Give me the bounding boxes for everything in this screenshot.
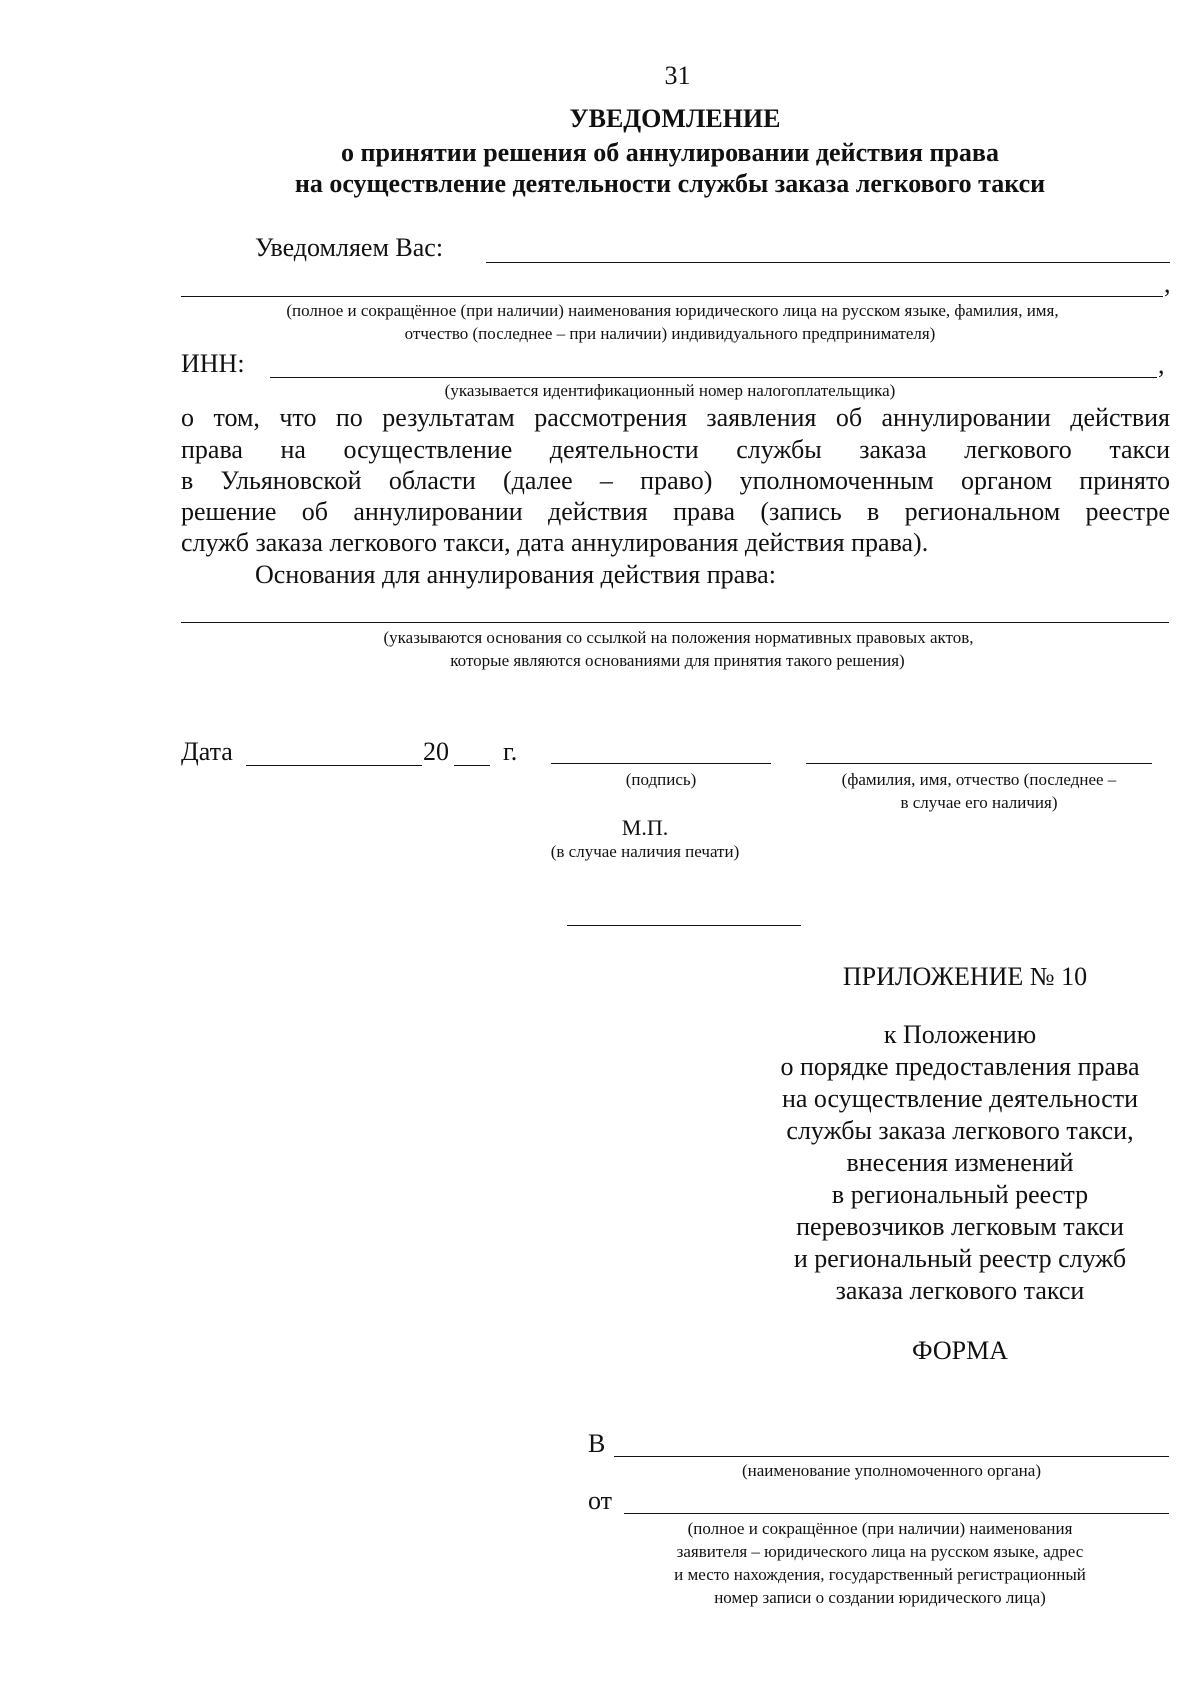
form-label: ФОРМА [912, 1336, 1008, 1365]
inn-label: ИНН: [181, 349, 245, 378]
body-line3: в Ульяновской области (далее – право) уполномоченным органом принято [181, 466, 1170, 495]
appendix-line: и региональный реестр служб [793, 1244, 1127, 1273]
from-blank-line[interactable] [624, 1513, 1169, 1514]
body-line2: права на осуществление деятельности службы заказа легкового такси [181, 435, 1170, 464]
inn-comma: , [1158, 350, 1165, 379]
from-caption-line1: (полное и сокращённое (при наличии) наименования [687, 1519, 1073, 1538]
grounds-blank-line[interactable] [181, 622, 1169, 623]
fio-caption-line1: (фамилия, имя, отчество (последнее – [841, 770, 1117, 789]
signature-caption: (подпись) [625, 770, 697, 789]
entity-comma: , [1164, 269, 1171, 298]
stamp-caption: (в случае наличия печати) [550, 842, 740, 861]
from-label: от [588, 1486, 613, 1515]
appendix-line: заказа легкового такси [835, 1276, 1085, 1305]
inn-blank-line[interactable] [270, 377, 1157, 378]
year-blank-line[interactable] [454, 765, 490, 766]
grounds-caption-line2: которые являются основаниями для принятия такого решения) [450, 651, 905, 670]
grounds-caption-line1: (указываются основания со ссылкой на положения нормативных правовых актов, [383, 628, 974, 647]
from-caption-line3: и место нахождения, государственный регистрационный [674, 1565, 1086, 1584]
body-line1: о том, что по результатам рассмотрения заявления об аннулировании действия [181, 403, 1170, 432]
appendix-title: ПРИЛОЖЕНИЕ № 10 [842, 962, 1088, 991]
body-line5: служб заказа легкового такси, дата аннулирования действия права). [181, 528, 929, 557]
fio-blank-line[interactable] [806, 763, 1152, 764]
stamp-label: М.П. [621, 815, 669, 840]
appendix-line: службы заказа легкового такси, [786, 1116, 1134, 1145]
from-caption-line4: номер записи о создании юридического лица) [714, 1588, 1046, 1607]
year-prefix: 20 [423, 737, 449, 766]
to-blank-line[interactable] [614, 1456, 1169, 1457]
to-label: В [588, 1429, 606, 1458]
to-caption: (наименование уполномоченного органа) [741, 1461, 1041, 1480]
inn-caption: (указывается идентификационный номер налогоплательщика) [444, 381, 896, 400]
appendix-line: внесения изменений [846, 1148, 1074, 1177]
entity-caption-line2: отчество (последнее – при наличии) индивидуального предпринимателя) [404, 324, 936, 343]
appendix-line: в региональный реестр [831, 1180, 1089, 1209]
body-line4: решение об аннулировании действия права (запись в региональном реестре [181, 497, 1170, 526]
notify-blank-line[interactable] [486, 262, 1170, 263]
notice-subtitle-line1: о принятии решения об аннулировании действия права [341, 138, 999, 167]
date-blank-line[interactable] [246, 765, 422, 766]
appendix-line: к Положению [883, 1020, 1037, 1049]
signature-blank-line[interactable] [551, 763, 771, 764]
from-caption-line2: заявителя – юридического лица на русском языке, адрес [676, 1542, 1084, 1561]
grounds-label: Основания для аннулирования действия права: [255, 560, 776, 589]
date-label: Дата [181, 737, 233, 766]
appendix-line: на осуществление деятельности [781, 1084, 1139, 1113]
separator-line [567, 925, 801, 926]
entity-caption-line1: (полное и сокращённое (при наличии) наименования юридического лица на русском языке, фамилия, имя, [286, 301, 1059, 320]
notify-label: Уведомляем Вас: [255, 233, 444, 262]
entity-blank-line[interactable] [181, 296, 1163, 297]
notice-title: УВЕДОМЛЕНИЕ [569, 104, 781, 133]
appendix-line: о порядке предоставления права [780, 1052, 1140, 1081]
page-number: 31 [664, 61, 691, 90]
appendix-line: перевозчиков легковым такси [796, 1212, 1124, 1241]
appendix-lines [740, 1019, 1180, 1307]
notice-subtitle-line2: на осуществление деятельности службы заказа легкового такси [294, 169, 1046, 198]
year-suffix: г. [503, 737, 518, 766]
fio-caption-line2: в случае его наличия) [900, 793, 1058, 812]
